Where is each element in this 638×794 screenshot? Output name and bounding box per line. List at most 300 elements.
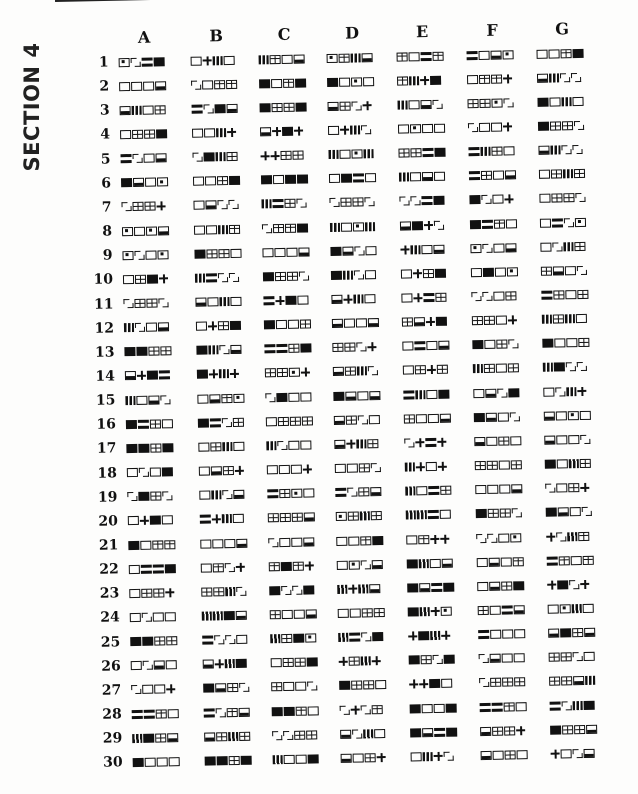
hook-shape-icon	[162, 491, 172, 500]
quartered-square-icon	[574, 725, 585, 734]
quartered-square-icon	[227, 683, 238, 692]
symbol-cell	[265, 365, 310, 380]
symbol-cell	[334, 436, 378, 451]
quartered-square-icon	[549, 677, 560, 686]
half-filled-square-icon	[422, 728, 433, 737]
vertical-bars-icon	[563, 169, 573, 178]
hook-shape-icon	[219, 345, 229, 354]
open-square-icon	[403, 366, 414, 375]
symbol-cell	[198, 439, 244, 454]
symbol-cell	[405, 459, 447, 474]
symbol-cell	[339, 678, 386, 693]
quartered-square-icon	[201, 587, 212, 596]
quartered-square-icon	[549, 653, 560, 662]
symbol-cell	[404, 411, 451, 426]
quartered-square-icon	[349, 657, 360, 666]
filled-square-icon	[542, 339, 553, 348]
symbol-cell	[541, 263, 587, 278]
filled-square-icon	[554, 363, 565, 372]
open-square-icon	[142, 685, 153, 694]
open-square-icon	[501, 557, 512, 566]
half-filled-square-icon	[205, 201, 216, 210]
open-square-icon	[341, 222, 352, 231]
symbol-cell	[475, 482, 522, 497]
hook-shape-icon	[399, 197, 409, 206]
quartered-square-icon	[148, 347, 159, 356]
symbol-cell	[396, 49, 443, 64]
symbol-cell	[399, 194, 444, 209]
vertical-bars-icon	[351, 53, 361, 62]
hook-shape-icon	[192, 153, 202, 162]
quartered-square-icon	[484, 316, 495, 325]
open-square-icon	[339, 77, 350, 86]
quartered-square-icon	[213, 563, 224, 572]
open-square-icon	[549, 97, 560, 106]
symbol-cell	[338, 630, 383, 645]
plus-sign-icon	[270, 151, 279, 160]
symbol-cell	[472, 313, 517, 328]
dotted-square-icon	[470, 244, 481, 253]
symbol-cell	[124, 344, 171, 359]
quartered-square-icon	[144, 129, 155, 138]
half-filled-square-icon	[474, 437, 485, 446]
plus-sign-icon	[547, 580, 556, 589]
vertical-bars-icon	[357, 367, 367, 376]
vertical-bars-icon	[261, 200, 271, 209]
filled-square-icon	[476, 509, 487, 518]
vertical-bars-icon	[361, 657, 371, 666]
vertical-bars-icon	[360, 512, 370, 521]
section-title: SECTION 4	[20, 42, 44, 172]
quartered-square-icon	[233, 418, 244, 427]
quartered-square-icon	[269, 562, 280, 571]
hook-shape-icon	[347, 488, 357, 497]
dotted-square-icon	[122, 251, 133, 260]
symbol-cell	[403, 387, 449, 402]
row-number: 27	[101, 682, 122, 699]
half-filled-square-icon	[558, 508, 569, 517]
symbol-cell	[119, 54, 165, 69]
open-square-icon	[154, 685, 165, 694]
plus-sign-icon	[400, 245, 409, 254]
equals-bars-icon	[502, 605, 513, 614]
filled-square-icon	[162, 467, 173, 476]
symbol-cell	[130, 634, 177, 649]
symbol-cell	[273, 752, 319, 767]
open-square-icon	[128, 516, 139, 525]
plus-sign-icon	[260, 151, 269, 160]
open-square-icon	[150, 468, 161, 477]
open-square-icon	[479, 123, 490, 132]
filled-square-icon	[143, 733, 154, 742]
symbol-cell	[203, 657, 247, 672]
quartered-square-icon	[541, 266, 552, 275]
symbol-cell	[549, 674, 595, 689]
symbol-cell	[326, 50, 372, 65]
open-square-icon	[230, 248, 241, 257]
quartered-square-icon	[481, 171, 492, 180]
dotted-square-icon	[502, 50, 513, 59]
filled-square-icon	[550, 725, 561, 734]
hook-shape-icon	[573, 749, 583, 758]
row-number: 19	[97, 489, 118, 506]
equals-bars-icon	[541, 291, 552, 300]
symbol-cell	[471, 289, 516, 304]
row-number: 8	[102, 223, 113, 240]
vertical-bars-icon	[132, 734, 142, 743]
hook-shape-icon	[214, 635, 224, 644]
filled-square-icon	[410, 728, 421, 737]
symbol-cell	[470, 240, 516, 255]
plus-sign-icon	[215, 659, 224, 668]
symbol-cell	[546, 505, 592, 520]
open-square-icon	[168, 709, 179, 718]
equals-bars-icon	[421, 196, 432, 205]
equals-bars-icon	[414, 341, 425, 350]
symbol-cell	[545, 481, 589, 496]
symbol-cell	[338, 605, 385, 620]
plus-sign-icon	[437, 438, 446, 447]
vertical-bars-icon	[542, 315, 552, 324]
open-square-icon	[136, 395, 147, 404]
hook-shape-icon	[351, 101, 361, 110]
open-square-icon	[548, 604, 559, 613]
symbol-cell	[397, 97, 442, 112]
open-square-icon	[145, 250, 156, 259]
symbol-cell	[479, 675, 525, 690]
equals-bars-icon	[422, 148, 433, 157]
plus-sign-icon	[305, 561, 314, 570]
filled-square-icon	[429, 679, 440, 688]
hook-shape-icon	[503, 98, 513, 107]
symbol-cell	[204, 705, 250, 720]
plus-sign-icon	[546, 532, 555, 541]
equals-bars-icon	[138, 419, 149, 428]
quartered-square-icon	[210, 442, 221, 451]
row-number: 7	[101, 199, 112, 216]
open-square-icon	[200, 539, 211, 548]
symbol-cell	[537, 70, 581, 85]
hook-shape-icon	[468, 123, 478, 132]
quartered-square-icon	[346, 415, 357, 424]
quartered-square-icon	[239, 731, 250, 740]
symbol-cell	[408, 628, 450, 643]
symbol-cell	[266, 438, 311, 453]
filled-square-icon	[438, 389, 449, 398]
plus-sign-icon	[340, 126, 349, 135]
column-header-b: B	[209, 26, 224, 46]
symbol-cell	[264, 341, 311, 356]
equals-bars-icon	[264, 344, 275, 353]
symbol-cell	[122, 223, 169, 238]
half-filled-square-icon	[486, 412, 497, 421]
symbol-cell	[204, 729, 250, 744]
hook-shape-icon	[191, 80, 201, 89]
equals-bars-icon	[421, 51, 432, 60]
plus-sign-icon	[516, 726, 525, 735]
symbol-cell	[548, 601, 594, 616]
filled-square-icon	[572, 48, 583, 57]
quartered-square-icon	[352, 198, 363, 207]
symbol-cell	[536, 46, 583, 61]
filled-square-icon	[434, 148, 445, 157]
hook-shape-icon	[574, 121, 584, 130]
half-filled-square-icon	[227, 104, 238, 113]
quartered-square-icon	[278, 417, 289, 426]
symbol-cell	[472, 337, 518, 352]
open-square-icon	[131, 661, 142, 670]
half-filled-square-icon	[334, 440, 345, 449]
quartered-square-icon	[285, 223, 296, 232]
dotted-square-icon	[507, 267, 518, 276]
open-square-icon	[134, 226, 145, 235]
half-filled-square-icon	[345, 391, 356, 400]
symbol-cell	[403, 363, 448, 378]
vertical-bars-icon	[563, 242, 573, 251]
filled-square-icon	[215, 104, 226, 113]
open-square-icon	[162, 516, 173, 525]
quartered-square-icon	[578, 531, 589, 540]
symbol-cell	[402, 338, 449, 353]
half-filled-square-icon	[369, 391, 380, 400]
symbol-cell	[195, 294, 241, 309]
hook-shape-icon	[225, 635, 235, 644]
plus-sign-icon	[416, 462, 425, 471]
half-filled-square-icon	[294, 54, 305, 63]
equals-bars-icon	[550, 701, 561, 710]
open-square-icon	[493, 750, 504, 759]
hook-shape-icon	[510, 412, 520, 421]
symbol-cell	[119, 78, 166, 93]
hook-shape-icon	[352, 729, 362, 738]
quartered-square-icon	[372, 705, 383, 714]
quartered-square-icon	[363, 681, 374, 690]
symbol-cell	[400, 218, 444, 233]
filled-square-icon	[443, 582, 454, 591]
symbol-cell	[196, 318, 241, 333]
symbol-cell	[194, 246, 241, 261]
vertical-bars-icon	[550, 145, 560, 154]
vertical-bars-icon	[266, 441, 276, 450]
symbol-cell	[547, 577, 589, 592]
vertical-bars-icon	[195, 273, 205, 282]
hook-shape-icon	[340, 705, 350, 714]
open-square-icon	[308, 706, 319, 715]
open-square-icon	[498, 412, 509, 421]
quartered-square-icon	[551, 170, 562, 179]
symbol-cell	[398, 145, 445, 160]
hook-shape-icon	[433, 655, 443, 664]
open-square-icon	[365, 270, 376, 279]
dotted-square-icon	[233, 393, 244, 402]
open-square-icon	[410, 172, 421, 181]
dotted-square-icon	[291, 489, 302, 498]
half-filled-square-icon	[584, 749, 595, 758]
dotted-square-icon	[157, 178, 168, 187]
hook-shape-icon	[364, 198, 374, 207]
filled-square-icon	[126, 444, 137, 453]
row-number: 20	[98, 513, 119, 530]
symbol-cell	[205, 753, 252, 768]
quartered-square-icon	[553, 290, 564, 299]
symbol-cell	[336, 533, 383, 548]
plus-sign-icon	[431, 607, 440, 616]
quartered-square-icon	[292, 513, 303, 522]
filled-square-icon	[261, 175, 272, 184]
open-square-icon	[193, 177, 204, 186]
half-filled-square-icon	[537, 73, 548, 82]
symbol-cell	[201, 560, 245, 575]
filled-square-icon	[341, 174, 352, 183]
vertical-bars-icon	[343, 270, 353, 279]
quartered-square-icon	[332, 343, 343, 352]
open-square-icon	[129, 589, 140, 598]
equals-bars-icon	[204, 708, 215, 717]
symbol-cell	[123, 296, 168, 311]
filled-square-icon	[300, 344, 311, 353]
filled-square-icon	[545, 460, 556, 469]
quartered-square-icon	[440, 486, 451, 495]
symbol-cell	[550, 698, 595, 713]
hook-shape-icon	[268, 538, 278, 547]
half-filled-square-icon	[372, 560, 383, 569]
open-square-icon	[191, 56, 202, 65]
hook-shape-icon	[575, 193, 585, 202]
symbol-cell	[190, 53, 234, 68]
half-filled-square-icon	[370, 487, 381, 496]
half-filled-square-icon	[230, 345, 241, 354]
symbol-cell	[266, 414, 313, 429]
half-filled-square-icon	[209, 394, 220, 403]
open-square-icon	[146, 323, 157, 332]
open-square-icon	[434, 703, 445, 712]
half-filled-square-icon	[155, 153, 166, 162]
filled-square-icon	[412, 221, 423, 230]
hook-shape-icon	[571, 73, 581, 82]
open-square-icon	[502, 630, 513, 639]
symbol-cell	[467, 71, 512, 86]
column-header-d: D	[344, 23, 360, 43]
vertical-bars-icon	[585, 676, 595, 685]
hook-shape-icon	[272, 731, 282, 740]
half-filled-square-icon	[298, 247, 309, 256]
open-square-icon	[556, 411, 567, 420]
filled-square-icon	[224, 611, 235, 620]
hook-shape-icon	[218, 273, 228, 282]
open-square-icon	[434, 124, 445, 133]
filled-square-icon	[513, 581, 524, 590]
open-square-icon	[477, 582, 488, 591]
symbol-cell	[471, 265, 518, 280]
quartered-square-icon	[479, 99, 490, 108]
symbol-cell	[466, 47, 513, 62]
quartered-square-icon	[296, 706, 307, 715]
dotted-square-icon	[560, 604, 571, 613]
open-square-icon	[514, 629, 525, 638]
symbol-cell	[473, 361, 519, 376]
quartered-square-icon	[216, 732, 227, 741]
filled-square-icon	[303, 585, 314, 594]
hook-shape-icon	[404, 438, 414, 447]
filled-square-icon	[297, 223, 308, 232]
open-square-icon	[401, 269, 412, 278]
open-square-icon	[548, 49, 559, 58]
symbol-cell	[470, 216, 517, 231]
vertical-bars-icon	[410, 245, 420, 254]
symbol-cell	[272, 703, 319, 718]
hook-shape-icon	[222, 490, 232, 499]
symbol-cell	[259, 100, 306, 115]
filled-square-icon	[330, 246, 341, 255]
hook-shape-icon	[432, 100, 442, 109]
plus-sign-icon	[208, 321, 217, 330]
symbol-cell	[125, 392, 170, 407]
hook-shape-icon	[358, 415, 368, 424]
quartered-square-icon	[398, 149, 409, 158]
quartered-square-icon	[583, 555, 594, 564]
hook-shape-icon	[222, 418, 232, 427]
open-square-icon	[282, 54, 293, 63]
symbol-cell	[538, 118, 584, 133]
symbol-cell	[543, 384, 586, 399]
hook-shape-icon	[131, 57, 141, 66]
vertical-bars-icon	[566, 387, 576, 396]
hook-shape-icon	[481, 195, 491, 204]
filled-square-icon	[560, 628, 571, 637]
open-square-icon	[303, 489, 314, 498]
quartered-square-icon	[340, 198, 351, 207]
symbol-cell	[125, 368, 170, 383]
quartered-square-icon	[374, 608, 385, 617]
half-filled-square-icon	[586, 724, 597, 733]
column-header-g: G	[555, 19, 570, 39]
plus-sign-icon	[235, 466, 244, 475]
symbol-cell	[337, 557, 383, 572]
half-filled-square-icon	[489, 581, 500, 590]
open-square-icon	[162, 419, 173, 428]
hook-shape-icon	[283, 731, 293, 740]
row-number: 13	[94, 344, 115, 361]
filled-square-icon	[430, 75, 441, 84]
half-filled-square-icon	[236, 538, 247, 547]
dotted-square-icon	[327, 53, 338, 62]
symbol-cell	[340, 726, 385, 741]
vertical-bars-icon	[561, 97, 571, 106]
dotted-square-icon	[305, 633, 316, 642]
quartered-square-icon	[284, 199, 295, 208]
equals-bars-icon	[492, 702, 503, 711]
dotted-square-icon	[510, 533, 521, 542]
filled-square-icon	[372, 536, 383, 545]
symbol-cell	[398, 121, 445, 136]
hook-shape-icon	[479, 654, 489, 663]
symbol-cell	[479, 651, 525, 666]
open-square-icon	[143, 81, 154, 90]
quartered-square-icon	[227, 708, 238, 717]
filled-square-icon	[230, 321, 241, 330]
plus-sign-icon	[440, 534, 449, 543]
quartered-square-icon	[435, 293, 446, 302]
symbol-cell	[538, 143, 582, 158]
open-square-icon	[335, 464, 346, 473]
open-square-icon	[561, 749, 572, 758]
open-square-icon	[338, 609, 349, 618]
row-number: 9	[102, 247, 113, 264]
open-square-icon	[441, 679, 452, 688]
symbol-cell	[327, 74, 374, 89]
open-square-icon	[473, 389, 484, 398]
symbol-cell	[260, 124, 303, 139]
